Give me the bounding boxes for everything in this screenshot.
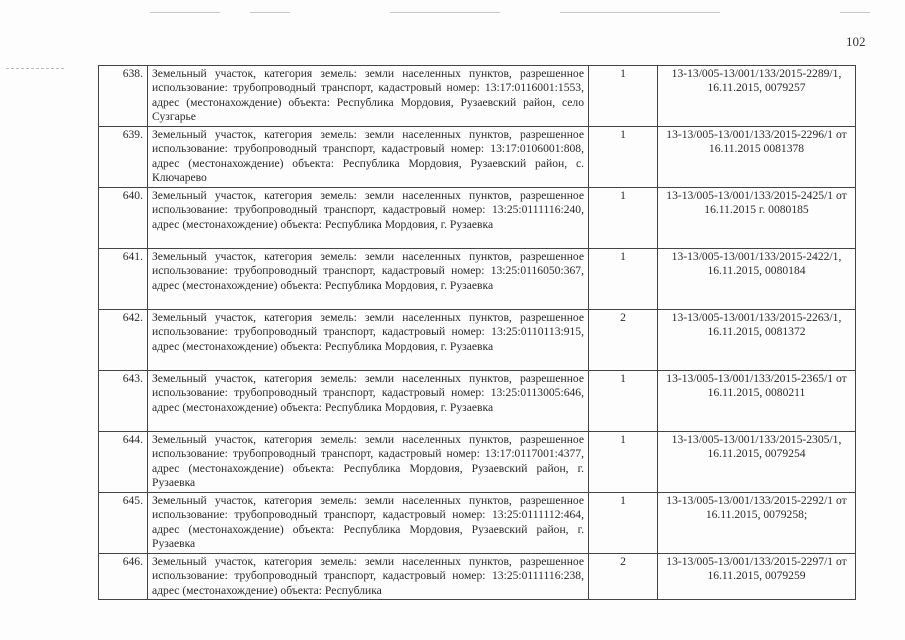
table-row: [99, 493, 856, 554]
table-row: [99, 66, 856, 127]
row-quantity: 1: [589, 371, 658, 432]
row-quantity: 1: [589, 493, 658, 554]
row-registration: 13-13/005-13/001/133/2015-2365/1 от 16.11.2015, 0080211: [658, 371, 856, 432]
row-quantity: 1: [589, 66, 658, 127]
table-row: [99, 432, 856, 493]
row-quantity: 1: [589, 432, 658, 493]
row-description: Земельный участок, категория земель: земли населенных пунктов, разрешенное использование: трубопроводный транспорт, кадастровый номер: 13:25:0113005:646, адрес (местонахождение) объекта: Республика Мордовия, г. Рузаевка: [148, 371, 589, 432]
row-registration: 13-13/005-13/001/133/2015-2425/1 от 16.11.2015 г. 0080185: [658, 188, 856, 249]
registry-table-body: [99, 66, 856, 600]
scan-noise: [840, 12, 870, 13]
row-number: 646.: [99, 554, 148, 600]
row-description: Земельный участок, категория земель: земли населенных пунктов, разрешенное использование: трубопроводный транспорт, кадастровый номер: 13:17:0117001:4377, адрес (местонахождение) объекта: Республика Мордовия, Рузаевский район, г. Рузаевка: [148, 432, 589, 493]
row-number: 643.: [99, 371, 148, 432]
row-description: [148, 554, 589, 600]
table-row: [99, 310, 856, 371]
table-row: [99, 554, 856, 600]
row-number: 638.: [99, 66, 148, 127]
registry-table: [98, 65, 856, 600]
row-quantity: 1: [589, 127, 658, 188]
row-number: 642.: [99, 310, 148, 371]
row-quantity: 1: [589, 188, 658, 249]
row-number: 645.: [99, 493, 148, 554]
row-number: 639.: [99, 127, 148, 188]
scan-noise: [560, 12, 720, 13]
scan-noise: [390, 12, 500, 13]
row-description: Земельный участок, категория земель: земли населенных пунктов, разрешенное использование: трубопроводный транспорт, кадастровый номер: 13:17:0106001:808, адрес (местонахождение) объекта: Республика Мордовия, Рузаевский район, с. Ключарево: [148, 127, 589, 188]
row-registration: 13-13/005-13/001/133/2015-2289/1, 16.11.2015, 0079257: [658, 66, 856, 127]
row-registration: 13-13/005-13/001/133/2015-2296/1 от 16.11.2015 0081378: [658, 127, 856, 188]
row-registration: 13-13/005-13/001/133/2015-2292/1 от 16.11.2015, 0079258;: [658, 493, 856, 554]
row-quantity: 2: [589, 554, 658, 600]
row-quantity: 1: [589, 249, 658, 310]
table-row: [99, 249, 856, 310]
row-number: 640.: [99, 188, 148, 249]
row-number: 644.: [99, 432, 148, 493]
scan-noise: [6, 68, 64, 70]
row-description: Земельный участок, категория земель: земли населенных пунктов, разрешенное использование: трубопроводный транспорт, кадастровый номер: 13:25:0111116:240, адрес (местонахождение) объекта: Республика Мордовия, г. Рузаевка: [148, 188, 589, 249]
row-description: Земельный участок, категория земель: земли населенных пунктов, разрешенное использование: трубопроводный транспорт, кадастровый номер: 13:25:0111112:464, адрес (местонахождение) объекта: Республика Мордовия, Рузаевский район, г. Рузаевка: [148, 493, 589, 554]
table-row: [99, 371, 856, 432]
table-row: [99, 127, 856, 188]
row-quantity: 2: [589, 310, 658, 371]
row-description: Земельный участок, категория земель: земли населенных пунктов, разрешенное использование: трубопроводный транспорт, кадастровый номер: 13:25:0110113:915, адрес (местонахождение) объекта: Республика Мордовия, г. Рузаевка: [148, 310, 589, 371]
table-row: [99, 188, 856, 249]
scan-noise: [250, 12, 290, 13]
row-registration: 13-13/005-13/001/133/2015-2297/1 от 16.11.2015, 0079259: [658, 554, 856, 600]
row-registration: 13-13/005-13/001/133/2015-2422/1, 16.11.2015, 0080184: [658, 249, 856, 310]
row-description: Земельный участок, категория земель: земли населенных пунктов, разрешенное использование: трубопроводный транспорт, кадастровый номер: 13:17:0116001:1553, адрес (местонахождение) объекта: Республика Мордовия, Рузаевский район, село Сузгарье: [148, 66, 589, 127]
row-description-text: Земельный участок, категория земель: земли населенных пунктов, разрешенное использование: трубопроводный транспорт, кадастровый номер: 13:25:0111116:238, адрес (местонахождение) объекта: Республика: [152, 555, 584, 597]
row-registration: 13-13/005-13/001/133/2015-2305/1, 16.11.2015, 0079254: [658, 432, 856, 493]
row-description: Земельный участок, категория земель: земли населенных пунктов, разрешенное использование: трубопроводный транспорт, кадастровый номер: 13:25:0116050:367, адрес (местонахождение) объекта: Республика Мордовия, г. Рузаевка: [148, 249, 589, 310]
scan-noise: [150, 12, 220, 13]
page-number: 102: [846, 34, 866, 49]
row-registration: 13-13/005-13/001/133/2015-2263/1, 16.11.2015, 0081372: [658, 310, 856, 371]
row-number: 641.: [99, 249, 148, 310]
